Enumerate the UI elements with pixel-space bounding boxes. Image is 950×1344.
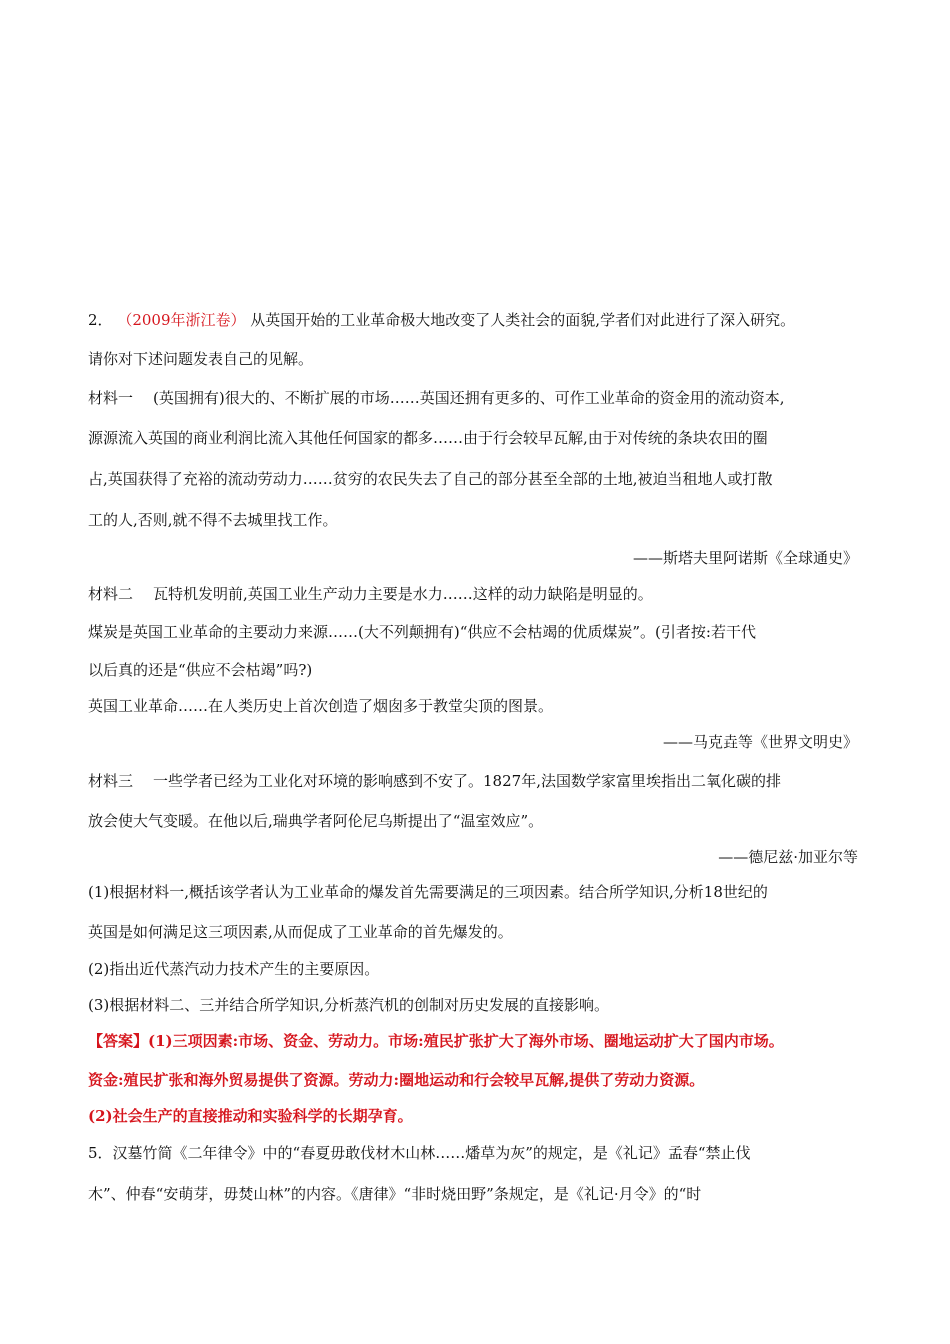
sub-question-3: (3)根据材料二、三并结合所学知识,分析蒸汽机的创制对历史发展的直接影响。	[88, 996, 610, 1014]
material-3-text: 一些学者已经为工业化对环境的影响感到不安了。1827年,法国数学家富里埃指出二氧化碳的排	[153, 772, 781, 790]
material-1-citation: ——斯塔夫里阿诺斯《全球通史》	[632, 549, 858, 567]
question-number: 2．	[88, 311, 113, 329]
question-2-line-2: 请你对下述问题发表自己的见解。	[88, 350, 314, 368]
answer-line-1	[88, 1031, 878, 1051]
question-5-line-1: 5．汉墓竹简《二年律令》中的“春夏毋敢伐材木山林……燔草为灰”的规定，是《礼记》孟春“禁止伐	[88, 1144, 751, 1162]
material-2-citation: ——马克垚等《世界文明史》	[662, 733, 858, 751]
material-2-line-3: 以后真的还是“供应不会枯竭”吗?)	[88, 661, 313, 679]
material-2-text: 瓦特机发明前,英国工业生产动力主要是水力……这样的动力缺陷是明显的。	[153, 585, 653, 603]
question-2-line-1	[88, 310, 878, 330]
material-2-label: 材料二	[88, 585, 134, 603]
material-1-line-1	[88, 388, 878, 408]
answer-line-3: (2)社会生产的直接推动和实验科学的长期孕育。	[88, 1107, 413, 1125]
sub-question-1-line-1: (1)根据材料一,概括该学者认为工业革命的爆发首先需要满足的三项因素。结合所学知识,分析18世纪的	[88, 883, 768, 901]
answer-text-1: (1)三项因素:市场、资金、劳动力。市场:殖民扩张扩大了海外市场、圈地运动扩大了国内市场。	[148, 1032, 784, 1050]
material-1-line-3: 占,英国获得了充裕的流动劳动力……贫穷的农民失去了自己的部分甚至全部的土地,被迫当租地人或打散	[88, 470, 773, 488]
material-2-line-4: 英国工业革命……在人类历史上首次创造了烟囱多于教堂尖顶的图景。	[88, 697, 554, 715]
answer-tag: 【答案】	[88, 1032, 149, 1050]
material-3-citation: ——德尼兹·加亚尔等	[718, 848, 858, 866]
material-3-label: 材料三	[88, 772, 134, 790]
answer-line-2: 资金:殖民扩张和海外贸易提供了资源。劳动力:圈地运动和行会较早瓦解,提供了劳动力资源。	[88, 1071, 705, 1089]
material-1-text: (英国拥有)很大的、不断扩展的市场……英国还拥有更多的、可作工业革命的资金用的流动资本,	[153, 389, 785, 407]
material-2-line-1	[88, 584, 878, 604]
material-1-line-2: 源源流入英国的商业利润比流入其他任何国家的都多……由于行会较早瓦解,由于对传统的条块农田的圈	[88, 429, 768, 447]
material-1-label: 材料一	[88, 389, 134, 407]
material-3-line-1	[88, 771, 878, 791]
sub-question-2: (2)指出近代蒸汽动力技术产生的主要原因。	[88, 960, 380, 978]
sub-question-1-line-2: 英国是如何满足这三项因素,从而促成了工业革命的首先爆发的。	[88, 923, 513, 941]
question-stem: 从英国开始的工业革命极大地改变了人类社会的面貌,学者们对此进行了深入研究。	[250, 311, 796, 329]
material-1-line-4: 工的人,否则,就不得不去城里找工作。	[88, 511, 338, 529]
question-5-line-2: 木”、仲春“安萌芽，毋焚山林”的内容。《唐律》“非时烧田野”条规定，是《礼记·月令》的“时	[88, 1185, 702, 1203]
question-source: （2009年浙江卷）	[117, 311, 246, 329]
material-3-line-2: 放会使大气变暖。在他以后,瑞典学者阿伦尼乌斯提出了“温室效应”。	[88, 812, 544, 830]
material-2-line-2: 煤炭是英国工业革命的主要动力来源……(大不列颠拥有)“供应不会枯竭的优质煤炭”。(引者按:若干代	[88, 623, 756, 641]
